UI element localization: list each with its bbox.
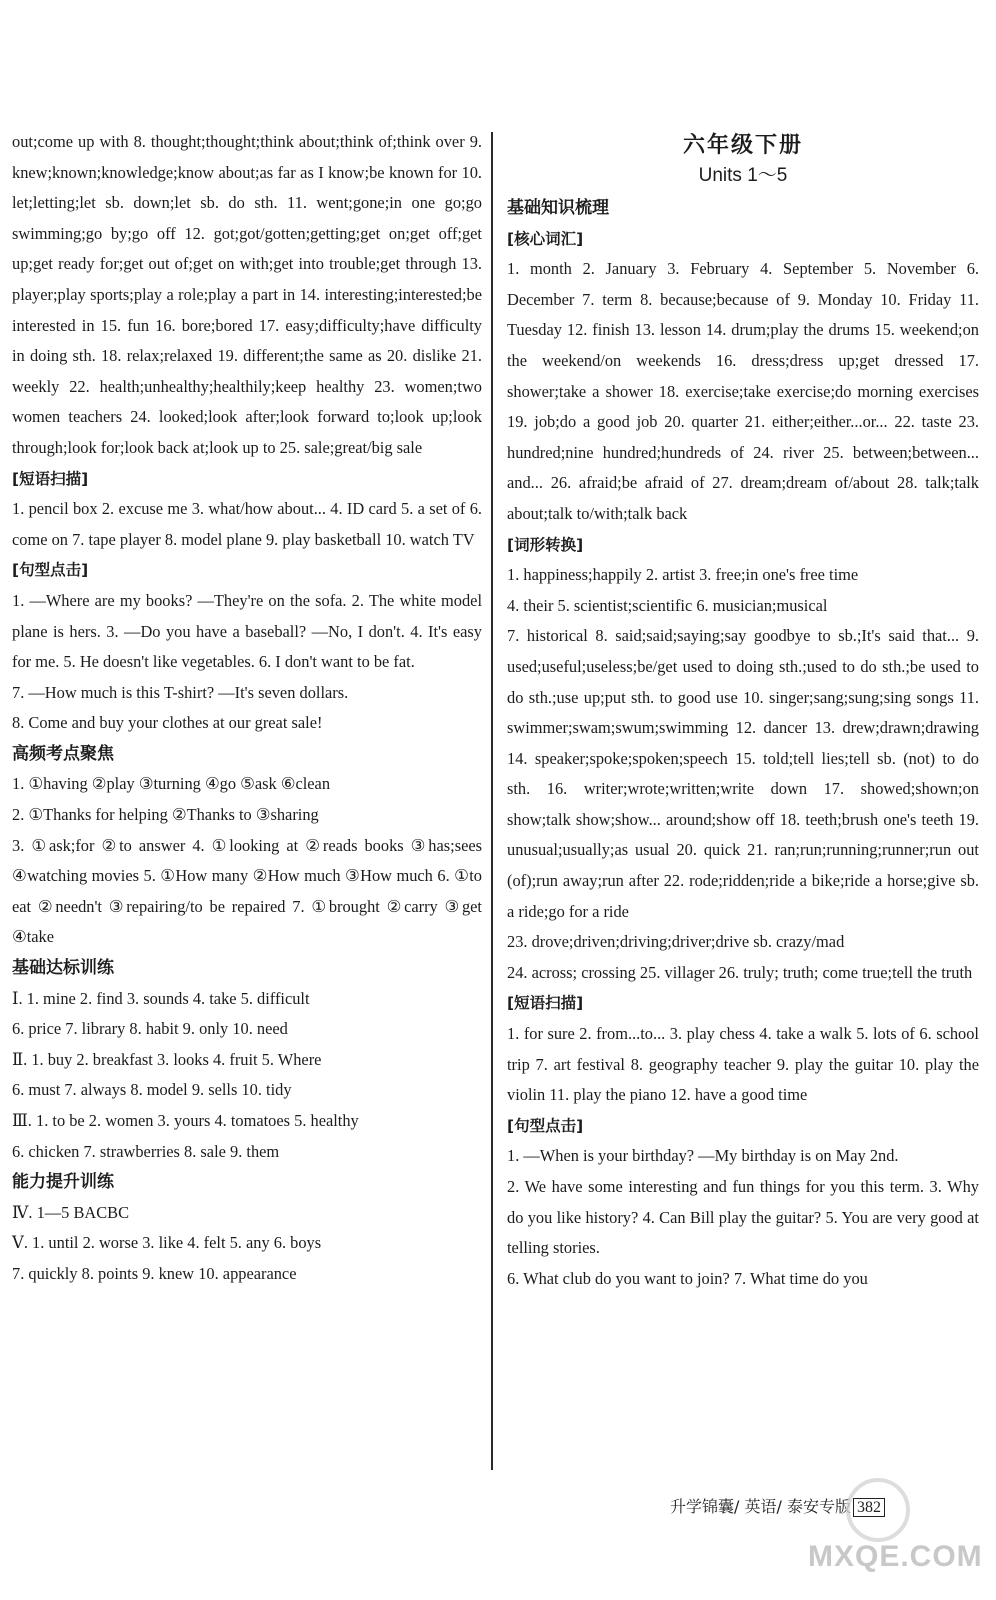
word-forms-b: 4. their 5. scientist;scientific 6. musician;musical (507, 595, 828, 615)
focus-item-3: 3. ①ask;for ②to answer 4. ①looking at ②reads books ③has;sees ④watching movies 5. ①How many ②How much ③How much 6. ①to eat ②needn't ③repairing/to be repaired 7. ①brought ②carry ③get ④take (12, 835, 482, 947)
phrases-answers: 1. pencil box 2. excuse me 3. what/how about... 4. ID card 5. a set of 6. come on 7. tape player 8. model plane 9. play basketball 10. watch TV (12, 499, 482, 549)
core-vocab-answers: 1. month 2. January 3. February 4. September 5. November 6. December 7. term 8. because;because of 9. Monday 10. Friday 11. Tuesday 12. finish 13. lesson 14. drum;play the drums 15. weekend;on the weekend/on weekends 16. dress;dress up;get dressed 17. shower;take a shower 18. exercise;take exercise;do morning exercises 19. job;do a good job 20. quarter 21. either;either...or... 22. taste 23. hundred;nine hundred;hundreds of 24. river 25. between;between... and... 26. afraid;be afraid of 27. dream;dream of/about 28. talk;talk about;talk to/with;talk back (507, 259, 979, 523)
phrases-heading-right: [短语扫描] (507, 994, 584, 1013)
right-column (507, 127, 979, 1294)
footer-book-label: 升学锦囊/ 英语/ 泰安专版 (670, 1497, 851, 1516)
word-forms-c: 7. historical 8. said;said;saying;say goodbye to sb.;It's said that... 9. used;useful;useless;be/get used to doing sth.;used to do sth.;be used to do sth.;use up;put sth. to good use 10. singer;sang;sung;sing songs 11. swimmer;swam;swum;swimming 12. dancer 13. drew;drawn;drawing 14. speaker;spoke;spoken;speech 15. told;tell lies;tell sb. (not) to do sth. 16. writer;wrote;written;write down 17. showed;shown;on show;talk show;show... around;show off 18. teeth;brush one's teeth 19. unusual;usually;as usual 20. quick 21. ran;run;running;runner;run out (of);run away;run after 22. rode;ridden;ride a bike;ride a horse;give sb. a ride;go for a ride (507, 626, 979, 921)
basic-2b: 6. must 7. always 8. model 9. sells 10. tidy (12, 1080, 292, 1100)
ability-5a: Ⅴ. 1. until 2. worse 3. like 4. felt 5. any 6. boys (12, 1233, 322, 1253)
sentences-answers-7: 7. —How much is this T-shirt? —It's seven dollars. (12, 682, 349, 702)
word-forms-a: 1. happiness;happily 2. artist 3. free;in one's free time (507, 565, 859, 585)
ability-heading: 能力提升训练 (12, 1172, 114, 1193)
focus-item-1: 1. ①having ②play ③turning ④go ⑤ask ⑥clean (12, 774, 331, 794)
page-number: 382 (853, 1498, 885, 1517)
ability-5b: 7. quickly 8. points 9. knew 10. appearance (12, 1263, 297, 1283)
sentences-answers-8: 8. Come and buy your clothes at our great sale! (12, 713, 323, 733)
sentences-right-c: 6. What club do you want to join? 7. What time do you (507, 1268, 868, 1288)
phrases-answers-right: 1. for sure 2. from...to... 3. play chess 4. take a walk 5. lots of 6. school trip 7. art festival 8. geography teacher 9. play the guitar 10. play the violin 11. play the piano 12. have a good time (507, 1024, 979, 1105)
basic-training-heading: 基础达标训练 (12, 958, 114, 979)
watermark-logo-icon (846, 1478, 910, 1542)
focus-heading: 高频考点聚焦 (12, 743, 114, 764)
basic-1b: 6. price 7. library 8. habit 9. only 10. need (12, 1019, 288, 1039)
basic-2a: Ⅱ. 1. buy 2. breakfast 3. looks 4. fruit 5. Where (12, 1049, 322, 1069)
column-divider (491, 132, 493, 1470)
section-heading: 基础知识梳理 (507, 198, 609, 218)
core-vocab-heading: [核心词汇] (507, 229, 584, 248)
left-column (12, 127, 482, 1290)
word-forms-e: 24. across; crossing 25. villager 26. truly; truth; come true;tell the truth (507, 962, 973, 982)
word-forms-heading: [词形转换] (507, 535, 584, 554)
focus-item-2: 2. ①Thanks for helping ②Thanks to ③sharing (12, 805, 319, 825)
watermark-text: MXQE.COM (808, 1540, 983, 1573)
page-subtitle: Units 1～5 (698, 165, 788, 186)
basic-3a: Ⅲ. 1. to be 2. women 3. yours 4. tomatoes 5. healthy (12, 1111, 359, 1130)
phrases-heading: [短语扫描] (12, 469, 89, 488)
basic-3b: 6. chicken 7. strawberries 8. sale 9. them (12, 1141, 280, 1161)
sentences-right-a: 1. —When is your birthday? —My birthday is on May 2nd. (507, 1146, 899, 1166)
words-answers: out;come up with 8. thought;thought;think about;think of;think over 9. knew;known;knowledge;know about;as far as I know;be known for 10. let;letting;let sb. down;let sb. do sth. 11. went;gone;in one go;go swimming;go by;go off 12. got;got/gotten;getting;get on;get off;get up;get ready for;get out of;get on with;get into trouble;get through 13. player;play sports;play a role;play a part in 14. interesting;interested;be interested in 15. fun 16. bore;bored 17. easy;difficulty;have difficulty in doing sth. 18. relax;relaxed 19. different;the same as 20. dislike 21. weekly 22. health;unhealthy;healthily;keep healthy 23. women;two women teachers 24. looked;look after;look forward to;look up;look through;look for;look back at;look up to 25. sale;great/big sale (12, 132, 482, 457)
sentences-answers: 1. —Where are my books? —They're on the sofa. 2. The white model plane is hers. 3. —Do you have a baseball? —No, I don't. 4. It's easy for me. 5. He doesn't like vegetables. 6. I don't want to be fat. (12, 590, 482, 672)
sentences-heading: [句型点击] (12, 561, 89, 580)
sentences-heading-right: [句型点击] (507, 1116, 584, 1135)
page-title: 六年级下册 (682, 133, 803, 158)
word-forms-d: 23. drove;driven;driving;driver;drive sb. crazy/mad (507, 932, 845, 952)
sentences-right-b: 2. We have some interesting and fun things for you this term. 3. Why do you like history? 4. Can Bill play the guitar? 5. You are very good at telling stories. (507, 1177, 979, 1258)
ability-4: Ⅳ. 1—5 BACBC (12, 1202, 130, 1222)
basic-1a: Ⅰ. 1. mine 2. find 3. sounds 4. take 5. difficult (12, 988, 310, 1008)
